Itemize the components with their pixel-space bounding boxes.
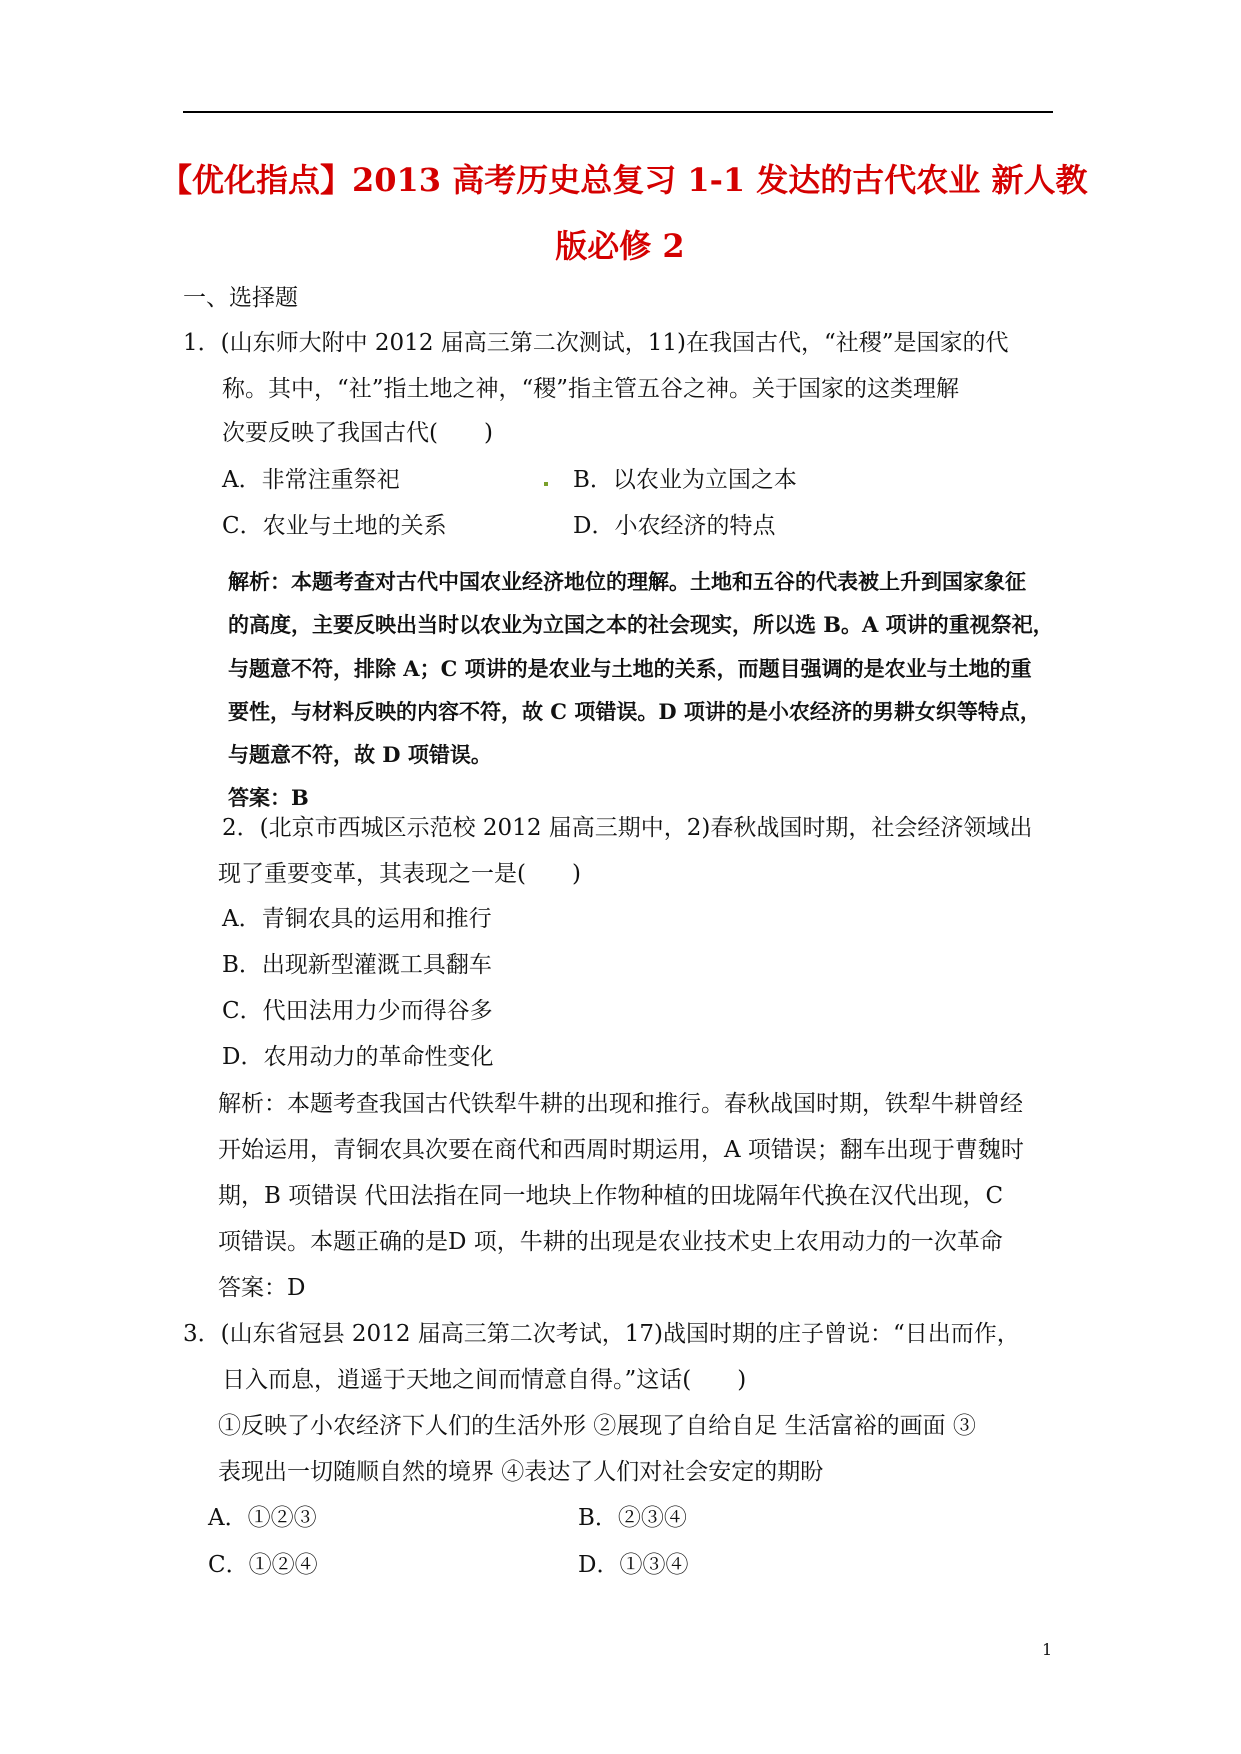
q3-option-c: C．①②④ [208, 1552, 318, 1578]
q3-stem-line-3: ①反映了小农经济下人们的生活外形 ②展现了自给自足 生活富裕的画面 ③ [218, 1413, 976, 1439]
q3-stem-line-1: 3．(山东省冠县 2012 届高三第二次考试，17)战国时期的庄子曾说：“日出而作， [183, 1321, 1020, 1347]
q1-analysis-line-4: 要性，与材料反映的内容不符，故 C 项错误。D 项讲的是小农经济的男耕女织等特点， [228, 699, 1041, 724]
q2-option-d: D．农用动力的革命性变化 [222, 1044, 494, 1070]
q1-option-a: A．非常注重祭祀 [222, 467, 400, 493]
q1-option-d: D．小农经济的特点 [573, 513, 776, 539]
q2-analysis-line-3: 期，B 项错误 代田法指在同一地块上作物种植的田垅隔年代换在汉代出现，C [218, 1183, 1004, 1209]
q1-answer: 答案：B [228, 785, 309, 810]
q3-option-a: A．①②③ [208, 1505, 317, 1531]
q3-option-b: B．②③④ [578, 1505, 687, 1531]
page-number: 1 [1042, 1640, 1053, 1659]
stray-mark [544, 482, 548, 486]
q2-answer: 答案：D [218, 1275, 306, 1301]
q3-stem-line-4: 表现出一切随顺自然的境界 ④表达了人们对社会安定的期盼 [218, 1459, 824, 1485]
q2-analysis-line-2: 开始运用，青铜农具次要在商代和西周时期运用，A 项错误；翻车出现于曹魏时 [218, 1137, 1024, 1163]
q2-stem-line-2: 现了重要变革，其表现之一是( ) [218, 861, 581, 887]
q3-option-d: D．①③④ [578, 1552, 689, 1578]
q1-analysis-line-1: 解析：本题考查对古代中国农业经济地位的理解。土地和五谷的代表被上升到国家象征 [228, 569, 1026, 594]
q2-analysis-line-4: 项错误。本题正确的是D 项，牛耕的出现是农业技术史上农用动力的一次革命 [218, 1229, 1003, 1255]
q2-analysis-line-1: 解析：本题考查我国古代铁犁牛耕的出现和推行。春秋战国时期，铁犁牛耕曾经 [218, 1091, 1023, 1117]
document-title-line-1: 【优化指点】2013 高考历史总复习 1-1 发达的古代农业 新人教 [160, 161, 1088, 199]
q2-option-b: B．出现新型灌溉工具翻车 [222, 952, 492, 978]
section-heading: 一、选择题 [183, 285, 298, 311]
q1-stem-line-1: 1．(山东师大附中 2012 届高三第二次测试，11)在我国古代，“社稷”是国家的代 [183, 330, 1009, 356]
q1-option-b: B．以农业为立国之本 [573, 467, 797, 493]
q2-stem-line-1: 2．(北京市西城区示范校 2012 届高三期中，2)春秋战国时期，社会经济领域出 [222, 815, 1033, 841]
q3-stem-line-2: 日入而息，逍遥于天地之间而情意自得。”这话( ) [222, 1367, 747, 1393]
q1-stem-line-2: 称。其中，“社”指土地之神，“稷”指主管五谷之神。关于国家的这类理解 [222, 376, 960, 402]
header-rule [183, 111, 1053, 113]
document-title-line-2: 版必修 2 [555, 227, 685, 265]
q2-option-c: C．代田法用力少而得谷多 [222, 998, 493, 1024]
q1-option-c: C．农业与土地的关系 [222, 513, 447, 539]
q2-option-a: A．青铜农具的运用和推行 [222, 906, 492, 932]
q1-stem-line-3: 次要反映了我国古代( ) [222, 420, 493, 446]
q1-analysis-line-2: 的高度，主要反映出当时以农业为立国之本的社会现实，所以选 B。A 项讲的重视祭祀， [228, 612, 1054, 637]
q1-analysis-line-5: 与题意不符，故 D 项错误。 [228, 742, 492, 767]
q1-analysis-line-3: 与题意不符，排除 A；C 项讲的是农业与土地的关系，而题目强调的是农业与土地的重 [228, 656, 1032, 681]
